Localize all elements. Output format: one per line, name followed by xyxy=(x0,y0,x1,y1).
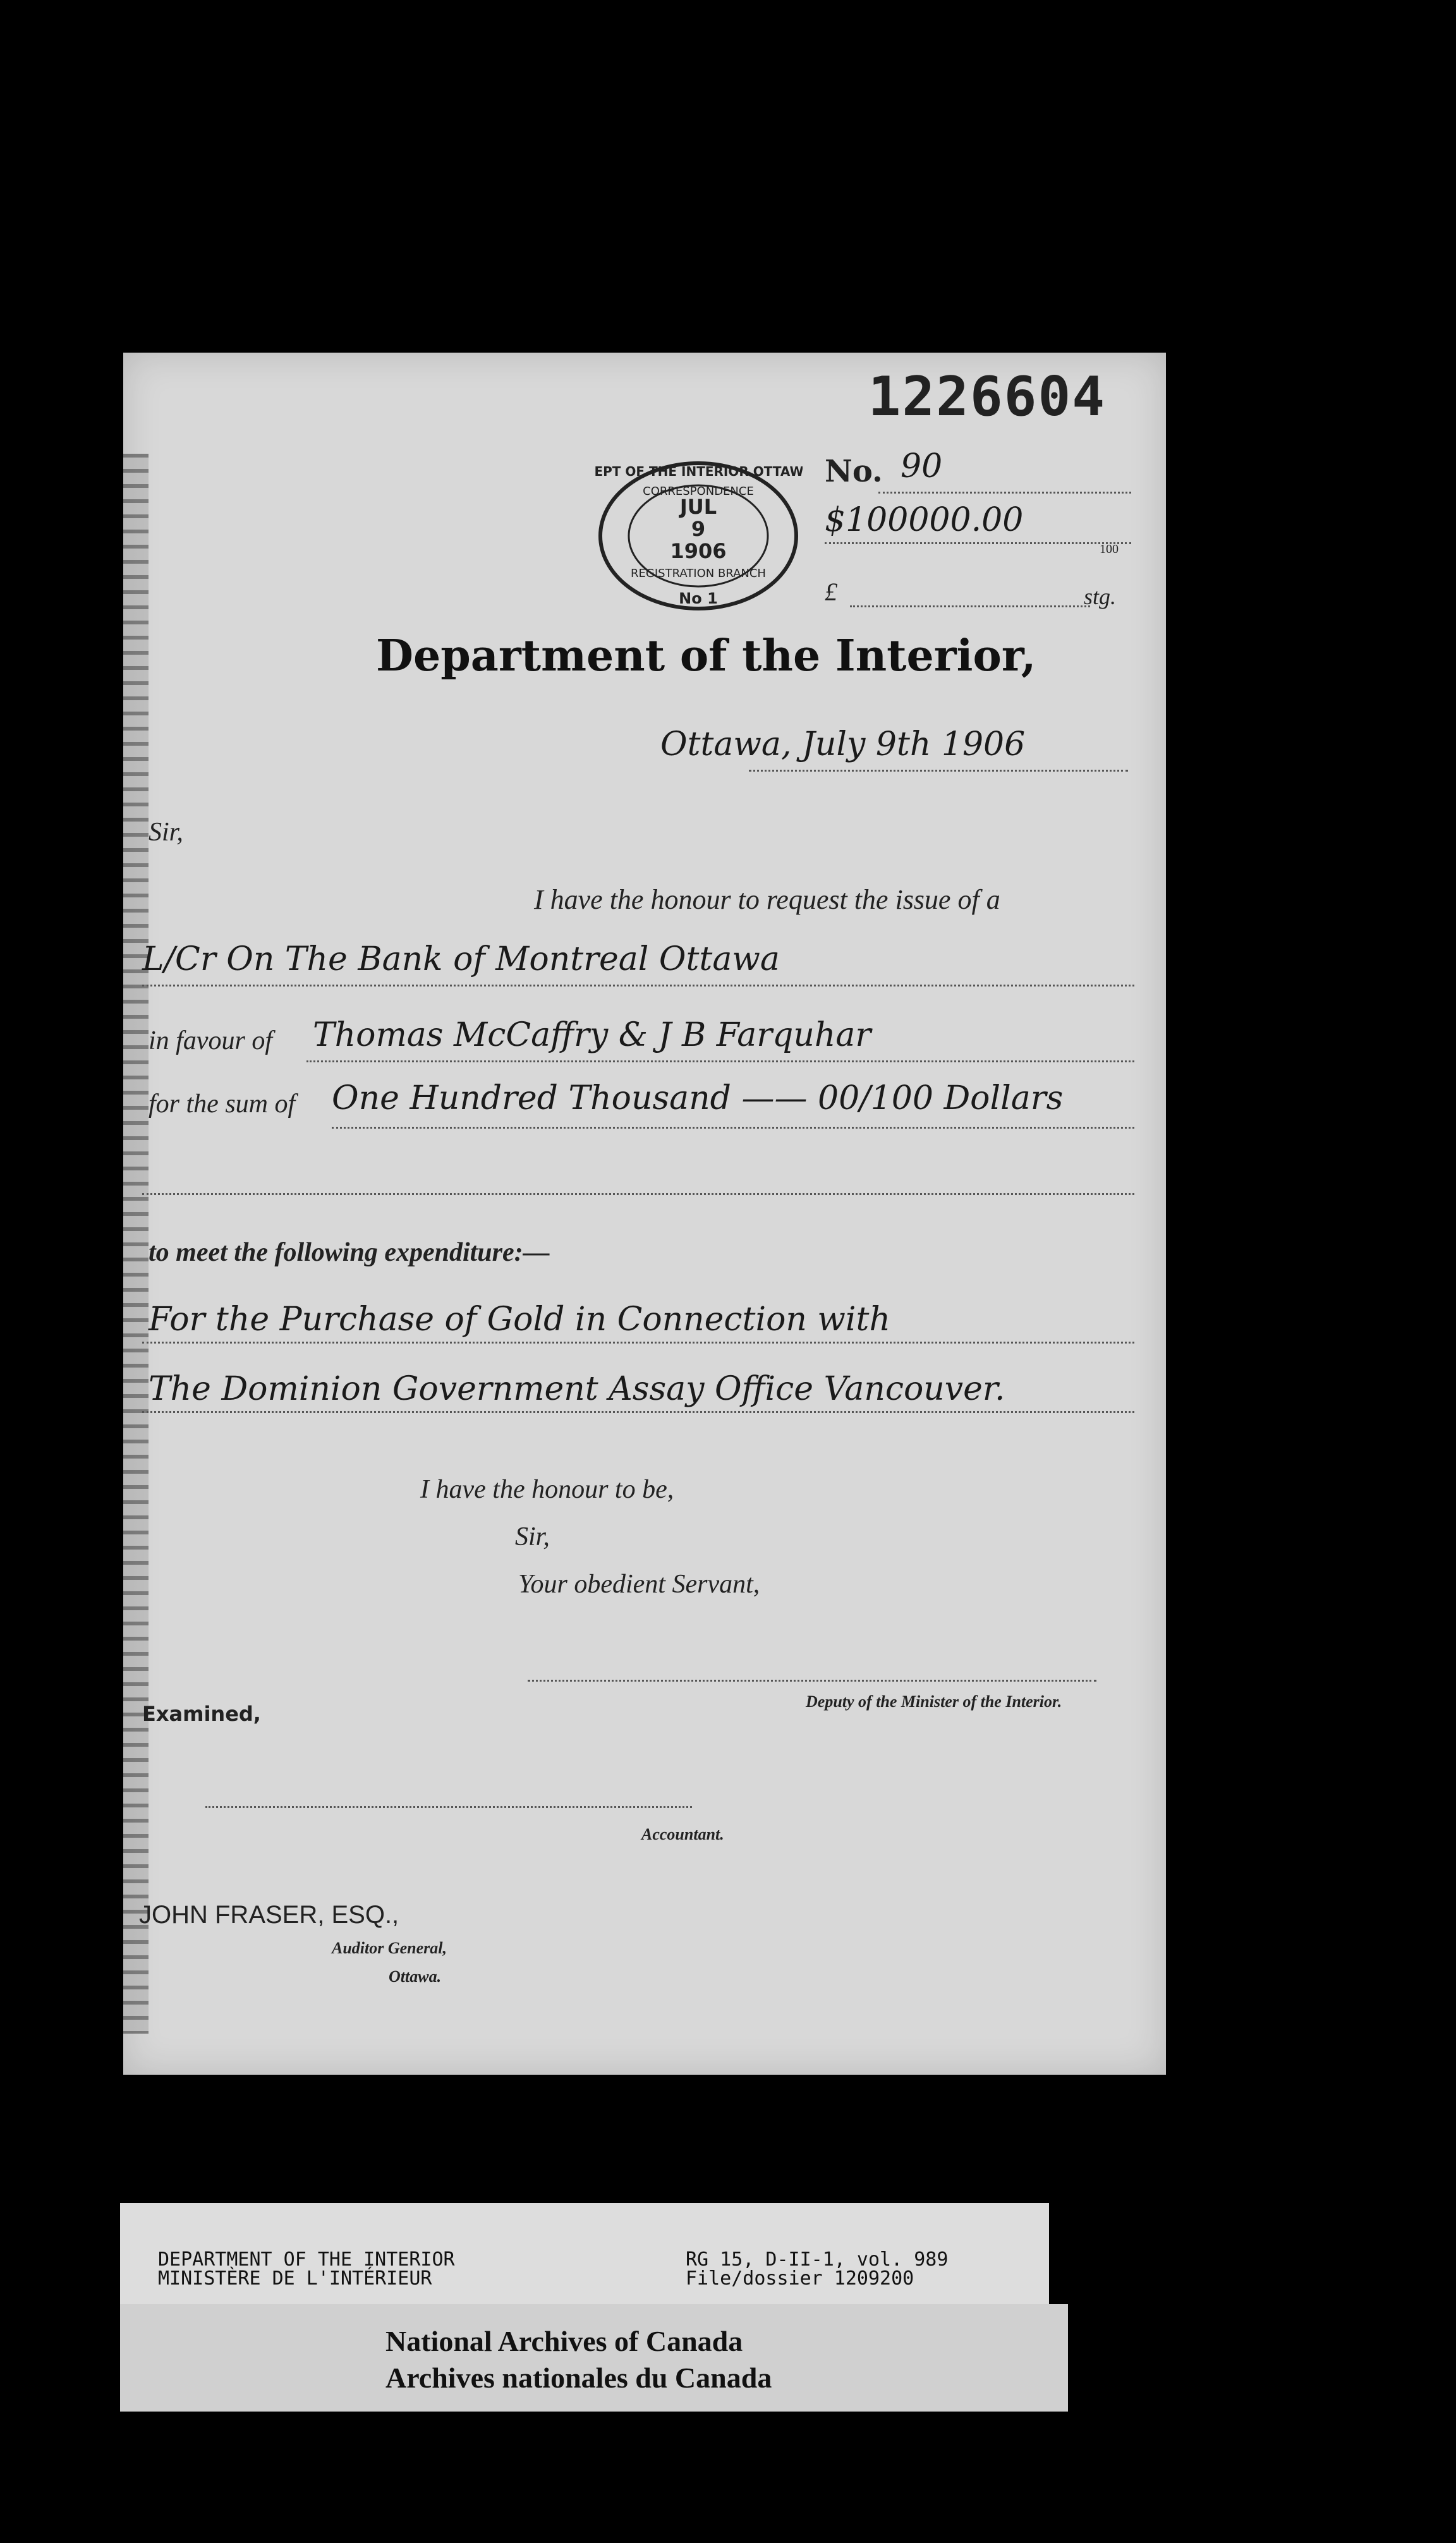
place-date: Ottawa, July 9th 1906 xyxy=(660,725,1026,763)
date-line xyxy=(749,770,1128,772)
deputy-caption: Deputy of the Minister of the Interior. xyxy=(806,1692,1062,1711)
no-label: No. xyxy=(825,454,883,489)
cents-label: 100 xyxy=(1100,542,1119,556)
favour-value: Thomas McCaffry & J B Farquhar xyxy=(313,1016,871,1054)
addressee-title: Auditor General, xyxy=(332,1939,447,1957)
seal-number: No 1 xyxy=(679,590,718,607)
closing-line2: Sir, xyxy=(515,1522,550,1551)
archives-banner xyxy=(120,2304,1068,2412)
label-right-line2: File/dossier 1209200 xyxy=(686,2267,914,2290)
label-left-line2: MINISTÈRE DE L'INTÉRIEUR xyxy=(158,2267,432,2290)
archives-line1: National Archives of Canada xyxy=(385,2325,743,2357)
pound-label: £ xyxy=(825,578,837,606)
stg-label: stg. xyxy=(1084,584,1117,609)
seal-month: JUL xyxy=(679,495,717,519)
document-sheet xyxy=(123,353,1166,2075)
registration-seal xyxy=(594,457,803,615)
seal-year: 1906 xyxy=(670,539,727,563)
amount-dollars: $100000.00 xyxy=(825,501,1024,539)
no-line xyxy=(878,492,1131,494)
closing-line3: Your obedient Servant, xyxy=(518,1570,760,1599)
expenditure-rule2 xyxy=(142,1411,1134,1413)
seal-ring-text: DEPT OF THE INTERIOR OTTAWA xyxy=(594,464,803,479)
expenditure-line2: The Dominion Government Assay Office Vancouver. xyxy=(149,1370,1005,1408)
seal-day: 9 xyxy=(691,517,706,541)
examined-label: Examined, xyxy=(142,1702,261,1726)
archives-line2: Archives nationales du Canada xyxy=(385,2362,772,2394)
sum-line xyxy=(332,1127,1134,1129)
seal-inner-bottom: REGISTRATION BRANCH xyxy=(631,567,766,580)
credit-line xyxy=(142,985,1134,986)
credit-line-value: L/Cr On The Bank of Montreal Ottawa xyxy=(142,940,780,978)
serial-number: 1226604 xyxy=(868,365,1106,428)
expenditure-line1: For the Purchase of Gold in Connection with xyxy=(149,1301,890,1338)
salutation: Sir, xyxy=(149,818,183,847)
sum-value: One Hundred Thousand —— 00/100 Dollars xyxy=(332,1079,1064,1117)
pound-line xyxy=(850,605,1090,607)
label-right-line1: RG 15, D-II-1, vol. 989 xyxy=(686,2249,949,2271)
binding-spine xyxy=(123,454,149,2034)
expenditure-label: to meet the following expenditure:— xyxy=(149,1238,550,1267)
department-title: Department of the Interior, xyxy=(376,631,1036,681)
addressee-name: JOHN FRASER, ESQ., xyxy=(139,1901,399,1929)
sum-label: for the sum of xyxy=(149,1089,296,1119)
label-left-line1: DEPARTMENT OF THE INTERIOR xyxy=(158,2249,455,2271)
archive-reference-label xyxy=(120,2203,1049,2304)
expenditure-rule1 xyxy=(142,1342,1134,1344)
no-value: 90 xyxy=(901,447,943,485)
request-text: I have the honour to request the issue of a xyxy=(534,884,1000,915)
favour-line xyxy=(306,1060,1134,1062)
blank-line xyxy=(142,1193,1134,1195)
accountant-line xyxy=(205,1806,692,1808)
addressee-city: Ottawa. xyxy=(389,1967,442,1986)
closing-line1: I have the honour to be, xyxy=(420,1475,674,1504)
accountant-caption: Accountant. xyxy=(641,1825,724,1843)
favour-label: in favour of xyxy=(149,1026,272,1055)
signature-line xyxy=(528,1680,1096,1682)
seal-inner-top: CORRESPONDENCE xyxy=(643,485,754,498)
amount-line xyxy=(825,542,1131,544)
